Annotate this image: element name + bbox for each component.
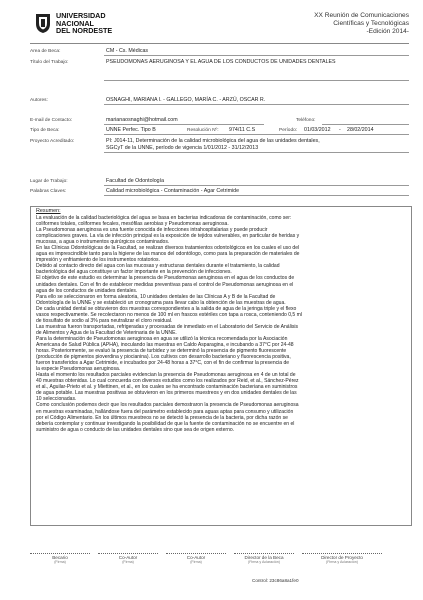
signature-coautor-1 (98, 553, 158, 564)
resumen-line: unidades dentales. Con el fin de establecer medidas preventivas para el control de Pseudomonas aeruginosa en el (36, 281, 294, 288)
resumen-line: Debido al contacto directo del agua con las mucosas y estructuras dentales durante el tratamiento, la calidad (36, 263, 280, 270)
signature-sub: (Firma y Aclaración) (248, 560, 280, 564)
email-value: marianaosnaghi@hotmail.com (106, 117, 178, 123)
event-title-line-1: XX Reunión de Comunicaciones (314, 12, 409, 19)
signature-line (302, 553, 382, 554)
signature-role: Director de Proyecto (321, 555, 363, 560)
event-edition: -Edición 2014- (366, 28, 409, 35)
signature-sub: (Firma) (54, 560, 66, 564)
signature-sub: (Firma) (122, 560, 134, 564)
palabras-label: Palabras Claves: (30, 189, 67, 194)
resumen-line: fueron transferidos a Agar Cetrimide, e incubados por 24-48 horas a 37°C, con el fin de confirmar la presencia de (36, 360, 290, 367)
resolucion-label: Resolución Nº: (187, 128, 219, 133)
resumen-line: la especie Pseudomonas aeruginosa. (36, 366, 121, 373)
control-code (252, 578, 299, 583)
resumen-line: Hasta el momento los resultados parciales evidencian la presencia de Pseudomonas aeruginosa en 4 de un total de (36, 372, 296, 379)
area-underline (104, 55, 409, 56)
resumen-line: agua de los conductos de unidades dentales. (36, 287, 138, 294)
palabras-value: Calidad microbiológica - Contaminación - Agar Cetrimide (106, 188, 240, 194)
resumen-line: suministro de agua o conducto de las unidades dentales sino que sea de origen externo. (36, 426, 235, 433)
resumen-line: 10 seleccionadas. (36, 396, 77, 403)
resumen-line: et al., Aguilar-Prieto et al. y Miettinen, et al., en los cuales se ha encontrado contaminación bacteriana en suministros (36, 384, 298, 391)
event-title-line-2: Científicas y Tecnológicas (333, 20, 409, 27)
event-title (314, 12, 409, 36)
resumen-line: de Alimentos y Agua de la Facultad de Veterinaria de la UNNE. (36, 329, 177, 336)
resumen-line: 40 muestras obtenidas. Lo cual concuerda con diversos estudios como los realizados por Reid, et al., Sánchez-Pérez (36, 378, 299, 385)
signature-role: Director de la Beca (244, 555, 284, 560)
resumen-line: De cada unidad dental se obtuvieron dos muestras correspondientes a la salida de agua de la jeringa triple y el flexo (36, 305, 297, 312)
university-name-line-2: NACIONAL (56, 18, 94, 28)
resumen-line: debería contemplar y continuar investigando la posibilidad de que la fuente de contaminación no se encuentre en el (36, 420, 295, 427)
titulo-underline (104, 80, 409, 81)
proyecto-value-line-2: SGCyT de la UNNE, período de vigencia 1/01/2012 - 31/12/2013 (106, 145, 259, 151)
resumen-line: bacteriológica del agua constituye un factor importante en la prevención de infecciones. (36, 269, 232, 276)
tipo-value: UNNE Perfec. Tipo B (106, 127, 156, 133)
resumen-line: horas. Posteriormente, se evaluó la presencia de turbidez y se determinó la presencia de pigmento fluorescente (36, 348, 287, 355)
periodo-label: Período: (279, 128, 298, 133)
signature-director-beca (234, 553, 294, 564)
lugar-value: Facultad de Odontología (106, 178, 165, 184)
resumen-line: Como conclusión podemos decir que los resultados parciales demostraron la presencia de Pseudomonas aeruginosa (36, 402, 299, 409)
proyecto-underline (104, 152, 409, 153)
resumen-line: de tiosulfato de sodio al 3% para neutralizar el cloro residual. (36, 317, 173, 324)
signature-becario (30, 553, 90, 564)
signature-coautor-2 (166, 553, 226, 564)
signature-line (234, 553, 294, 554)
university-name-line-3: DEL NORDESTE (56, 26, 113, 36)
periodo-to: 28/02/2014 (347, 127, 374, 133)
titulo-label: Título del Trabajo: (30, 60, 69, 65)
header-divider (30, 43, 409, 44)
resumen-line: Americana de Salud Pública (APHA), inoculando las muestras en Caldo Asparagina, e incubando a 37°C por 24-48 (36, 341, 294, 348)
resumen-line: Las muestras fueron transportadas, refrigeradas y procesadas de inmediato en el Laboratorio del Servicio de Análisis (36, 323, 299, 330)
signature-role: Co-Autor (186, 555, 206, 560)
signature-sub: (Firma y Aclaración) (326, 560, 358, 564)
palabras-underline (104, 195, 409, 196)
control-value: 23c86a8a1fe0 (269, 578, 299, 583)
resumen-line: Odontología de la UNNE y se estableció un cronograma para llevar cabo la obtención de las muestras de agua. (36, 299, 286, 306)
resumen-line: Para la determinación de Pseudomonas aeruginosa en agua se utilizó la técnica recomendada por la Asociación (36, 335, 288, 342)
signature-role: Becario (52, 555, 68, 560)
resumen-line: vasos respectivamente. Se recolectaron no menos de 100 ml en frascos estériles con tapa a rosca, conteniendo 0,5 ml (36, 311, 302, 318)
resumen-line: (producción de pigmentos pioverdina y piocianina). Los cultivos con desarrollo bacteriano y fluorescencia positiva, (36, 354, 291, 361)
resumen-line: El objetivo de este estudio es determinar la presencia de Pseudomonas aeruginosa en el agua de los conductos de (36, 275, 295, 282)
resolucion-value: 974/11 C.S (229, 127, 256, 133)
resumen-line: coliformes totales, coliformes fecales, mesófilas aerobias y Pseudomonas aeruginosa. (36, 221, 229, 228)
resumen-text (36, 215, 406, 433)
area-label: Area de Beca: (30, 49, 61, 54)
signature-sub: (Firma) (190, 560, 202, 564)
proyecto-label: Proyecto Acreditado: (30, 139, 75, 144)
resumen-line: en muestras examinadas, hallándose fuera del parámetro establecido para aguas aptas para consumo y utilización (36, 408, 294, 415)
control-label: Control: (252, 578, 269, 583)
signature-line (98, 553, 158, 554)
signature-role: Co-Autor (118, 555, 138, 560)
email-label: E-mail de Contacto: (30, 118, 73, 123)
lugar-label: Lugar de Trabajo: (30, 179, 68, 184)
signature-director-proyecto (302, 553, 382, 564)
titulo-value: PSEUDOMONAS AERUGINOSA Y EL AGUA DE LOS CONDUCTOS DE UNIDADES DENTALES (106, 59, 336, 65)
autores-value: OSNAGHI, MARIANA I. - GALLEGO, MARÍA C. - ARZÚ, OSCAR R. (106, 97, 266, 103)
signature-line (30, 553, 90, 554)
autores-underline (104, 104, 409, 105)
resumen-line: La evaluación de la calidad bacteriológica del agua se basa en bacterias indicadoras de contaminación, como ser: (36, 215, 292, 221)
tipo-underline (104, 134, 409, 135)
resumen-line: Para ello se seleccionaron en forma aleatoria, 10 unidades dentales de las Clínicas A y B de la Facultad de (36, 293, 276, 300)
university-logo (34, 12, 52, 34)
lugar-underline (104, 185, 409, 186)
resumen-line: agua es imprescindible tanto para la higiene de las manos del odontólogo, como para la preparación de materiales de (36, 251, 300, 258)
resumen-line: impresión y enfriamiento de los instrumentos rotatorios. (36, 257, 160, 264)
university-name (56, 12, 112, 35)
resumen-line: En las Clínicas Odontológicas de la Facultad, se realizan diversos tratamientos odontológicos en los cuales el uso del (36, 245, 300, 252)
resumen-line: de agua potable. Las muestras positivas se obtuvieron en los primeros muestreos y en dos unidades dentales de las (36, 390, 297, 397)
tipo-label: Tipo de Beca: (30, 128, 60, 133)
periodo-separator: - (339, 127, 341, 133)
telefono-label: Teléfono: (296, 118, 316, 123)
email-underline (104, 124, 264, 125)
periodo-from: 01/03/2012 (304, 127, 331, 133)
university-name-line-1: UNIVERSIDAD (56, 11, 106, 20)
telefono-underline (322, 124, 409, 125)
resumen-title: Resumen: (36, 208, 61, 214)
resumen-line: por el Código Alimentario. En los últimos muestreos no se detectó la presencia de la bacteria, por dicha razón se (36, 414, 288, 421)
resumen-line: La Pseudomonas aeruginosa es una fuente conocida de infecciones intrahospitalarias y puede producir (36, 227, 268, 234)
resumen-line: mucosas, a agua o instrumentos quirúrgicos contaminados. (36, 239, 170, 246)
autores-label: Autores: (30, 98, 48, 103)
area-value: CM - Cs. Médicas (106, 48, 149, 54)
resumen-line: complicaciones graves. La vía de infección principal es la exposición de tejidos vulnerables, en particular de heridas y (36, 233, 300, 240)
proyecto-value-line-1: PI: J014-11, Determinación de la calidad microbiológica del agua de las unidades dentales, (106, 138, 320, 144)
signature-line (166, 553, 226, 554)
